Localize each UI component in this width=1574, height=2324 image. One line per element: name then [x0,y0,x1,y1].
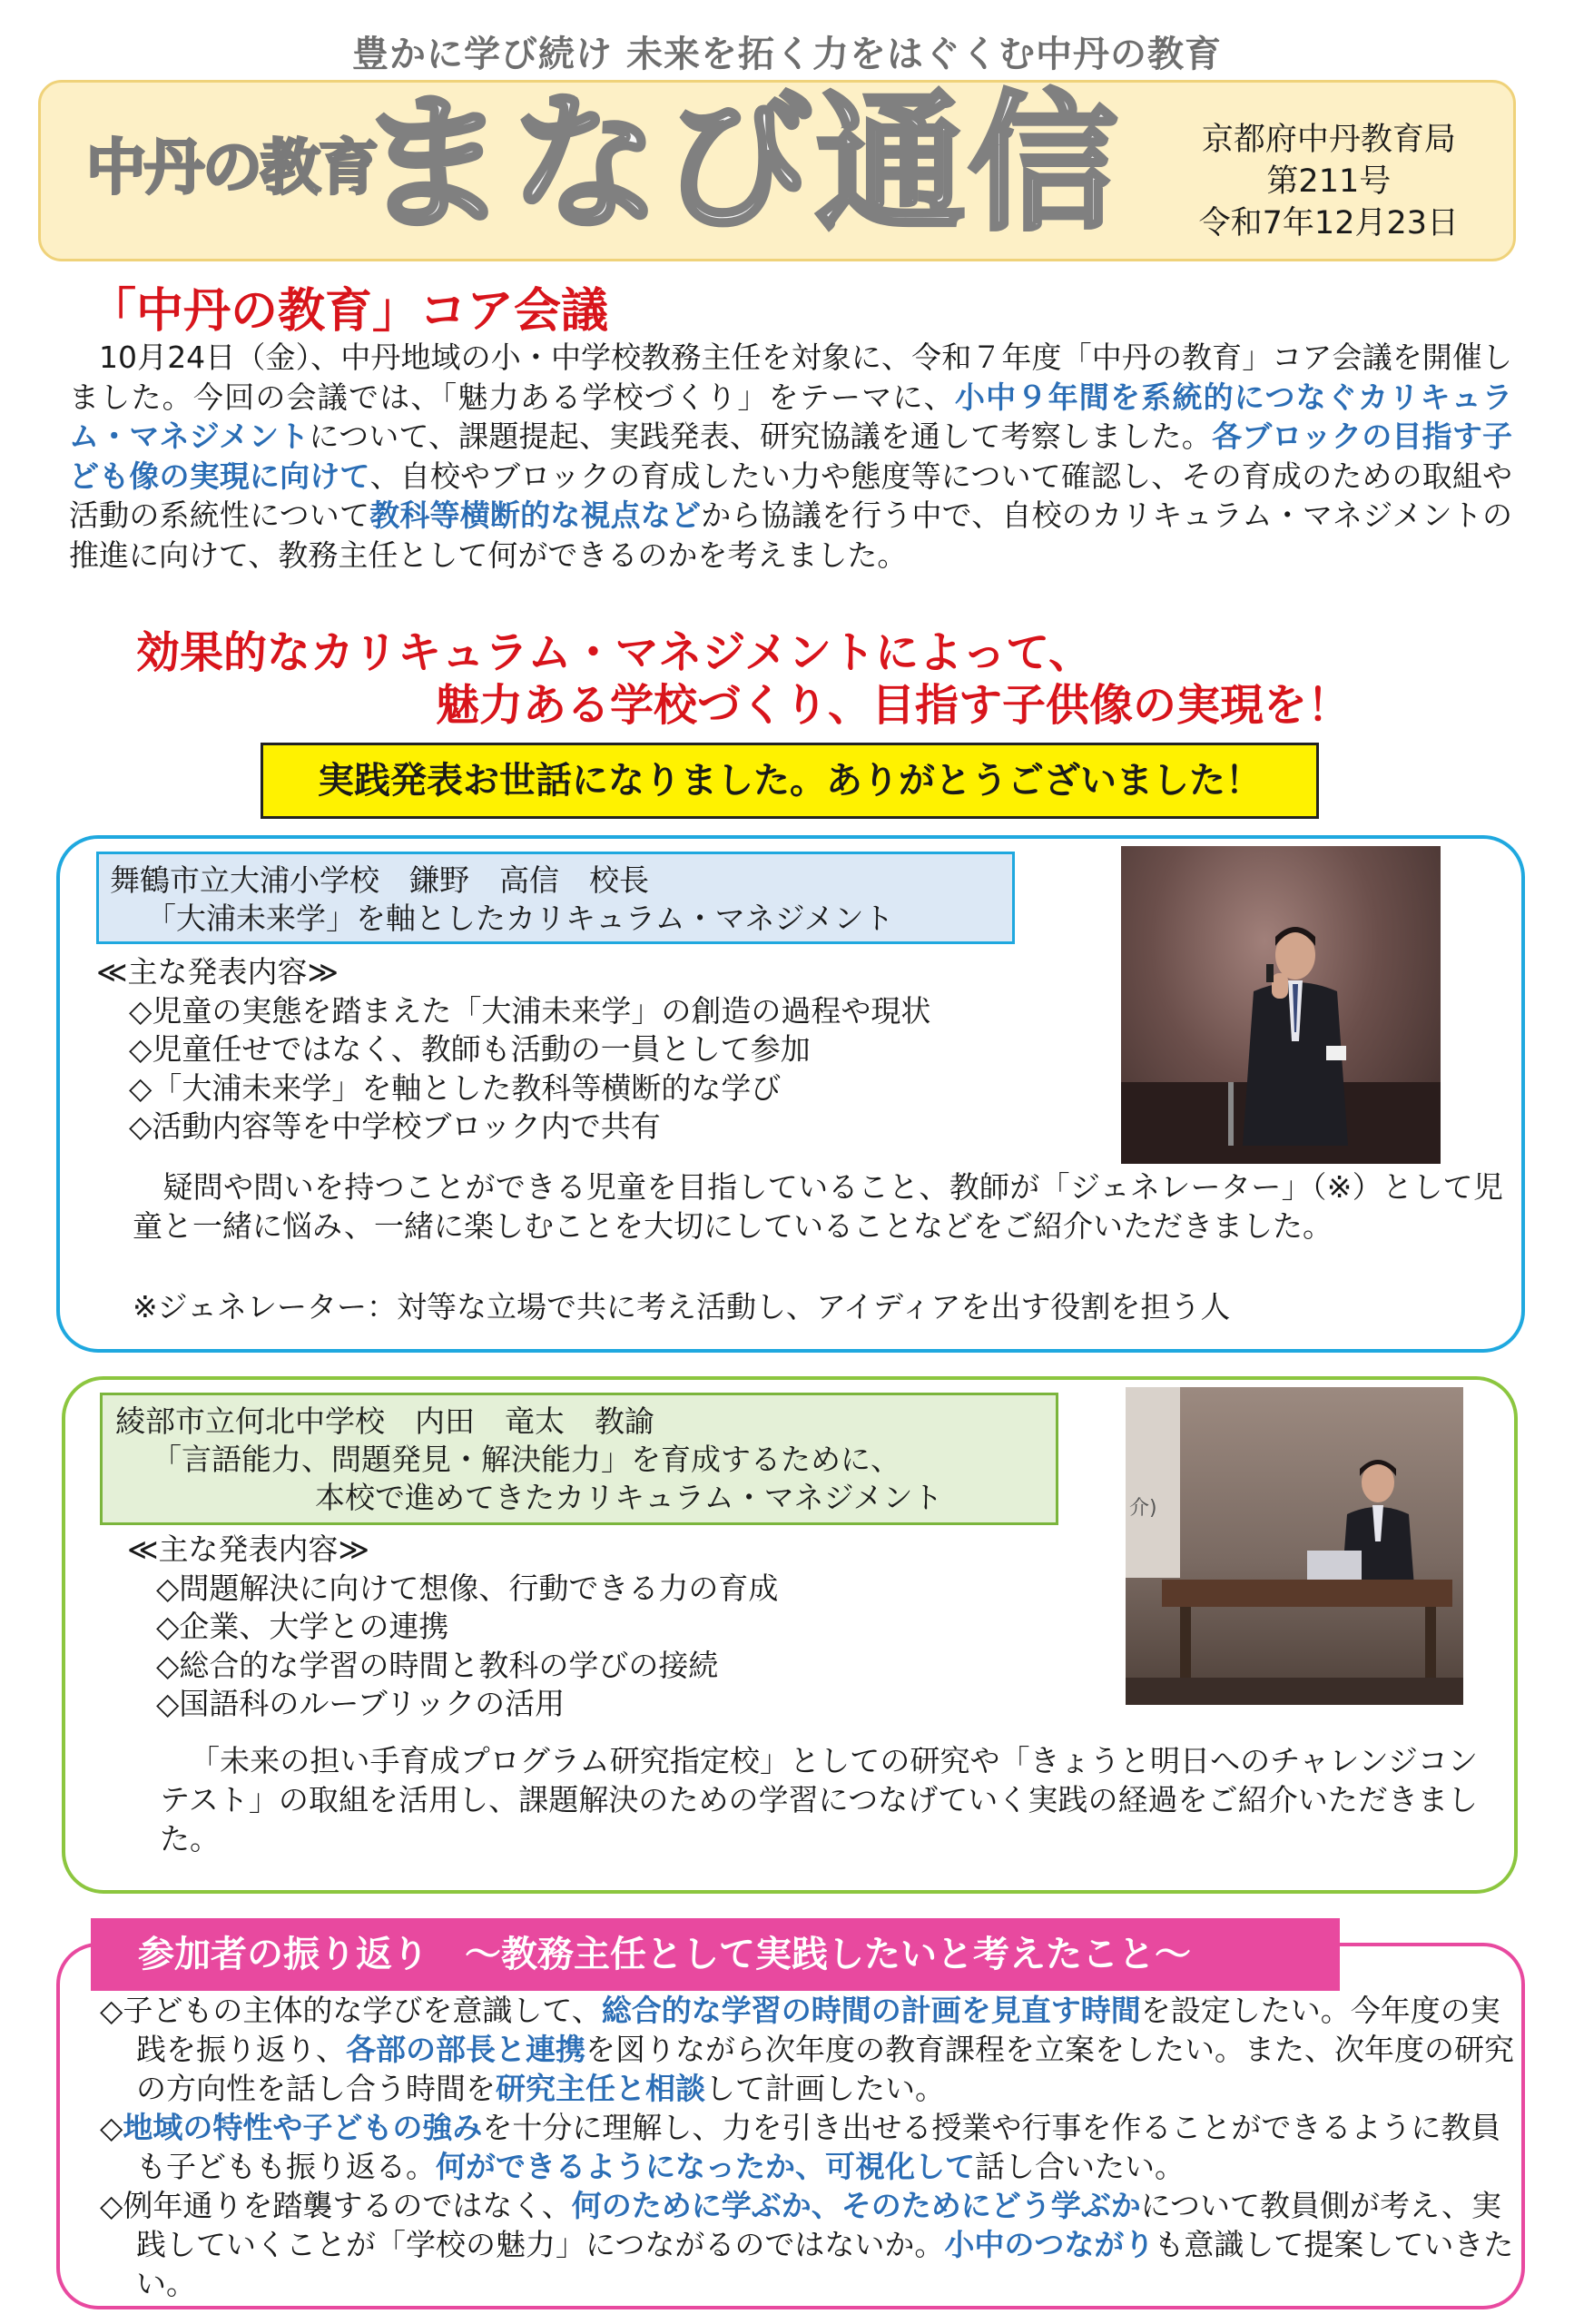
presentation-1-title-box [96,852,1015,944]
reflection-highlight: 研究主任と相談 [496,2071,705,2106]
slogan-line-1: 効果的なカリキュラム・マネジメントによって、 [136,627,1093,678]
presentation-2-presenter: 綾部市立何北中学校 内田 竜太 教諭 [115,1403,654,1439]
reflection-text: を十分に理解し、力を引き出せる授業や行事を作ることができるように教員も子どもも振り返る。 [136,2110,1501,2184]
intro-highlight-3: 教科等横断的な視点など [369,497,702,533]
masthead [38,77,1516,261]
presentation-1-description-text: 疑問や問いを持つことができる児童を目指していること、教師が「ジェネレーター」（※）として児童と一緒に悩み、一緒に楽しむことを大切にしていることなどをご紹介いただきました。 [133,1169,1503,1244]
presentation-2-theme-line-2: 本校で進めてきたカリキュラム・マネジメント [315,1480,943,1515]
presentation-1-item: ◇「大浦未来学」を軸とした教科等横断的な学び [129,1069,782,1106]
presentation-1-presenter: 舞鶴市立大浦小学校 鎌野 高信 校長 [110,862,649,898]
presentation-2-description [160,1741,1478,1858]
section-title: 「中丹の教育」コア会議 [89,284,609,339]
presentation-2-title-box [100,1393,1058,1525]
reflections-label: 参加者の振り返り ～教務主任として実践したいと考えたこと～ [91,1918,1340,1991]
presentation-1-contents [96,953,930,1147]
presentation-2-item: ◇企業、大学との連携 [156,1609,449,1644]
presentation-1-theme: 「大浦未来学」を軸としたカリキュラム・マネジメント [146,901,894,936]
presentation-2-contents [127,1531,778,1724]
thanks-banner: 実践発表お世話になりました。ありがとうございました！ [261,743,1319,819]
tagline: 豊かに学び続け 未来を拓く力をはぐくむ中丹の教育 [352,34,1222,75]
intro-text-3: 、自校やブロックの育成したい力や態度等について確認し、その育成のための取組や活動の系統性について [69,458,1512,533]
presentation-2-theme-line-1: 「言語能力、問題発見・解決能力」を育成するために、 [152,1442,900,1477]
reflection-highlight: 各部の部長と連携 [346,2032,585,2067]
reflection-text: について教員側が考え、実践していくことが「学校の魅力」につながるのではないか。 [136,2188,1502,2262]
presentation-1-item: ◇児童任せではなく、教師も活動の一員として参加 [129,1031,811,1067]
speaker-photo-illustration [1126,1387,1463,1705]
publisher: 京都府中丹教育局 [1201,122,1456,158]
reflection-highlight: 何ができるようになったか、可視化して [436,2149,975,2184]
reflection-item [100,1991,1516,2108]
reflection-text: ◇ [100,2110,123,2145]
reflection-item [100,2108,1516,2186]
presentation-2-item: ◇総合的な学習の時間と教科の学びの接続 [156,1647,719,1683]
presentation-1-item: ◇児童の実態を踏まえた「大浦未来学」の創造の過程や現状 [129,992,931,1029]
presentation-1-photo [1121,846,1441,1164]
reflection-item [100,2186,1516,2303]
reflection-text: ◇子どもの主体的な学びを意識して、 [100,1993,602,2028]
reflections-list [100,1991,1516,2303]
reflection-highlight: 地域の特性や子どもの強み [123,2110,483,2145]
presentation-2-item: ◇国語科のルーブリックの活用 [156,1686,566,1721]
intro-text-4: から協議を行う中で、自校のカリキュラム・マネジメントの推進に向けて、教務主任として何ができるのかを考えました。 [69,497,1513,573]
newsletter-title: まなび通信 [359,77,1122,251]
brand-small-logo: 中丹の教育 [86,133,377,202]
intro-text-1: 10月24日（金）、中丹地域の小・中学校教務主任を対象に、令和７年度「中丹の教育」コア会議を開催しました。今回の会議では、「魅力ある学校づくり」をテーマに、 [69,340,1512,415]
presentation-2-item: ◇問題解決に向けて想像、行動できる力の育成 [156,1570,779,1606]
intro-highlight-1: 小中９年間を系統的につなぐカリキュラム・マネジメント [69,379,1512,454]
presentation-2-contents-heading: ≪主な発表内容≫ [127,1531,370,1567]
presentation-1-note: ※ジェネレーター：対等な立場で共に考え活動し、アイディアを出す役割を担う人 [133,1289,1231,1324]
reflection-text: を設定したい。今年度の実践を振り返り、 [136,1993,1500,2067]
issue-info [1199,119,1459,244]
reflection-text: を図りながら次年度の教育課程を立案をしたい。また、次年度の研究の方向性を話し合う時間を [136,2032,1514,2106]
reflection-highlight: 小中のつながり [944,2227,1155,2262]
issue-date: 令和7年12月23日 [1198,205,1459,241]
reflection-text: して計画したい。 [705,2071,945,2106]
issue-number: 第211号 [1266,163,1392,200]
screen-text: 介) [1129,1497,1157,1520]
reflection-highlight: 総合的な学習の時間の計画を見直す時間 [601,1993,1141,2028]
reflection-highlight: 何のために学ぶか、そのためにどう学ぶか [571,2188,1141,2223]
reflection-text: 話し合いたい。 [975,2149,1185,2184]
intro-highlight-2: 各ブロックの目指す子ども像の実現に向けて [69,419,1513,494]
reflection-text: ◇例年通りを踏襲するのではなく、 [100,2188,572,2223]
presentation-2-description-text: 「未来の担い手育成プログラム研究指定校」としての研究や「きょうと明日へのチャレンジコンテスト」の取組を活用し、課題解決のための学習につなげていく実践の経過をご紹介いただきました。 [160,1743,1478,1856]
speaker-photo-illustration [1121,846,1441,1164]
presentation-2-photo [1126,1387,1463,1705]
intro-text-2: について、課題提起、実践発表、研究協議を通して考察しました。 [309,419,1212,454]
presentation-1-item: ◇活動内容等を中学校ブロック内で共有 [129,1108,661,1144]
intro-paragraph [69,338,1512,575]
reflection-text: も意識して提案していきたい。 [136,2227,1514,2301]
presentation-1-description [133,1167,1503,1246]
presentation-1-contents-heading: ≪主な発表内容≫ [96,954,339,990]
slogan-line-2: 魅力ある学校づくり、目指す子供像の実現を！ [436,680,1352,731]
